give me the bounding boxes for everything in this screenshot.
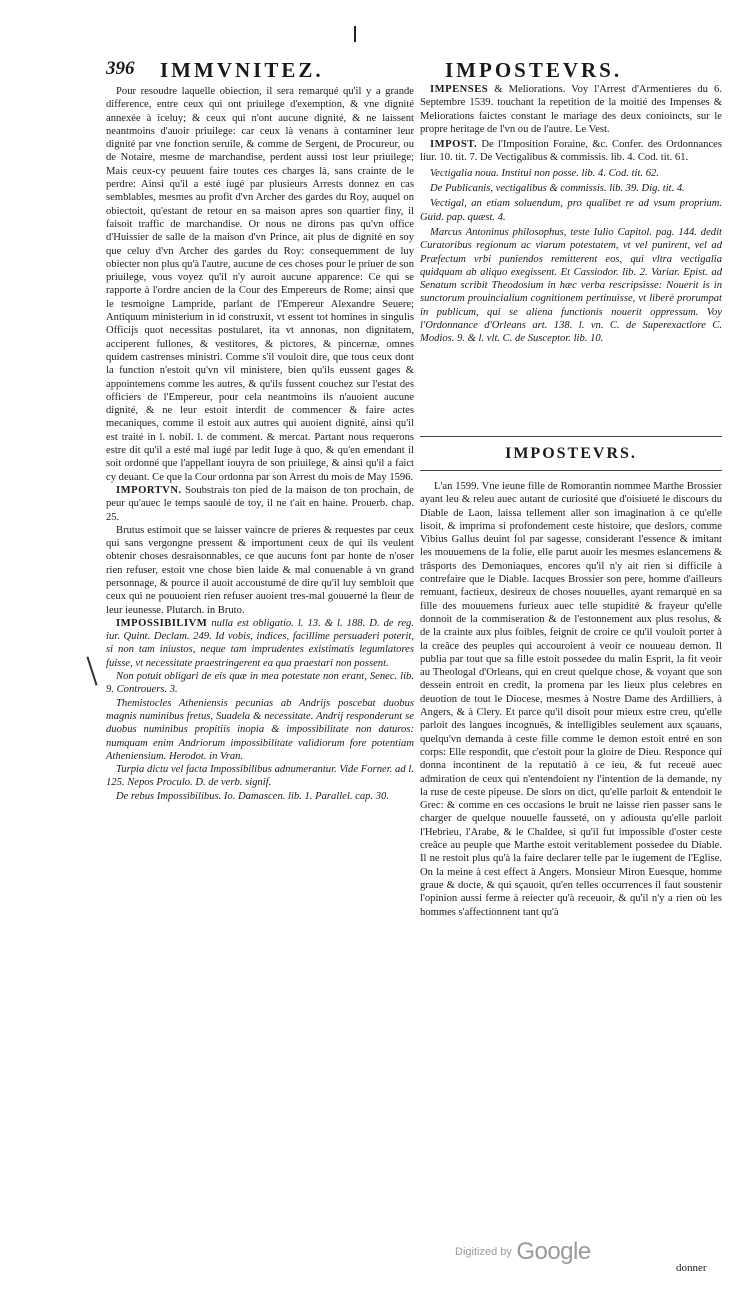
vectigal-soluendum: Vectigal, an etiam soluendum, pro qualibet re ad vsum proprium. Guid. pap. quæst. 4. [420,198,722,223]
left-running-title: IMMVNITEZ. [160,58,324,82]
importun-entry [106,484,414,524]
section-heading: IMPOSTEVRS. [505,445,637,462]
de-rebus-paragraph: De rebus Impossibilibus. Io. Damascen. lib. 1. Parallel. cap. 30. [116,790,389,802]
impost-label: IMPOST. [430,139,478,151]
brutus-paragraph: Brutus estimoit que se laisser vaincre de prieres & requestes par ceux qui sans vergongne pressent & importunent ceux de qui ils veulent obtenir choses desraisonnables, ce que aucuns font par honte de n'oser rien refuser, estoit vne chose bien laide & mal conuenable à vn grand personnage, & pource il auoit accoustumé de dire qu'il luy sembloit que ceux qui ne pouuoient rien refuser auoient tres-mal gouuerné la fleur de leur ieunesse. Plutarch. in Bruto. [106,524,414,616]
importun-text: Soubstrais ton pied de la maison de ton prochain, de peur qu'auec le temps saoulé de toy, il ne t'ait en haine. Prouerb. chap. 25. [106,484,414,523]
impenses-text: & Meliorations. Voy l'Arrest d'Armentieres du 6. Septembre 1539. touchant la repetition de la moitié des Impenses & Meliorations faictes constant le mariage des deux conioincts, sur le propre heritage de l'vn ou de l'autre. Le Vest. [420,84,722,135]
impost-entry [420,138,722,165]
impenses-label: IMPENSES [430,84,489,95]
imposteurs-paragraph: L'an 1599. Vne ieune fille de Romorantin nommee Marthe Brossier ayant leu & releu auec autant de curiosité que d'oisiueté le discours du Diable de Laon, laissa tellement aller son imagination à ce qu'elle lisoit, & imprima si profondement ceste histoire, que deslors, comme Vibius Gallus deuint fol par sagesse, considerant l'essence & imitant les mouuemens de la folie, elle parut auoir les mesmes eslancemens & trâsports des Demoniaques, encores qu'il n'y ait rien si difficile à contrefaire que le Diable. Iacques Brossier son pere, homme d'ailleurs remuant, factieux, desireux de choses nouuelles, ayant remarqué en sa fille des mouuemens furieux auec telle stupidité & frayeur qu'elle donnoit de la commiseration & de l'estonnement aux plus resolus, & de la crainte aux plus foibles, feignit de croire ce qu'il vouloit porter à la creâce des peuples qui accouroient à veoir ce nouueau demon. Il publia par tout que sa fille estoit possedee du malin Esprit, la fit veoir au Theologal d'Orleans, qui en creut quelque chose, & voyant que son dessein entroit en credit, la promena par les lieux plus celebres en deuotion de tout le Diocese, mesmes à Nostre Dame des Ardilliers, à Angers, & à Clery. Et parce qu'il disoit pour mieux estre creu, qu'elle parloit des langues incognuës, & intelligibles seulement aux sçauans, quelqu'vn demanda à ceste fille comme le demon estoit entré en son corps: Elle respondit, que c'estoit pour la gloire de Dieu. Responce qui donna incontinent de la reputatiô à ce ieu, & fut receuë auec admiration de ceux qui n'entendoient ny l'intention de la demande, ny la ruse de ceste pipeuse. De slors on dict, qu'elle parloit & entendoit le Grec: & comme en ces occasions le bruit ne laisse rien passer sans le charger de quelque nouuelle fausseté, on y adiousta qu'elle parloit l'Hebrieu, l'Arabe, & le Chaldee, si qu'il fut impossible d'oster ceste creâce au peuple que Marthe estoit veritablement possedee du Diable. Il ne restoit plus qu'à la faire declarer telle par le iugement de l'Eglise. On la meine à cest effect à Angers. Monsieur Miron Euesque, homme graue & docte, & qui sçauoit, qu'en telles occurrences il faut soustenir l'opinion aussi ferme à reiecter qu'à receuoir, & qu'il n'y a rien où les hommes s'affectionnent tant qu'à [420,481,722,918]
catchword: donner [676,1262,707,1274]
right-running-title: IMPOSTEVRS. [445,58,623,82]
impossibilium-text: nulla est obligatio. l. 13. & l. 188. D. de reg. iur. Quint. Declam. 249. Id vobis, indices, facillime persuaderi poterit, si non tam iniustos, neque tam imprudentes existimatis legumlatores fuisse, vt necessitate praestringerent ea qua praestari non possent. [106,617,414,669]
section-rule-bottom [420,470,722,471]
marcus-antoninus: Marcus Antoninus philosophus, teste Iulio Capitol. pag. 144. dedit Curatoribus regionum ac viarum potestatem, vt vel punirent, vel ad Præfectum vrbi puniendos remitterent eos, qui vltra vectigalia quidquam ab aliquo exegissent. Et Cassiodor. lib. 2. Variar. Epist. ad Senatum scribit Theodosium in hæc verba rescripsisse: Nouerit is in sunctorum prouincialium cognitionem pertinuisse, vt liberè prorumpat in publicum, qui se aliena functionis nouerit oppressum. Voy l'Ordonnance d'Orleans art. 138. l. vn. C. de Superexactlore C. Modios. 9. & l. vlt. C. de Susceptor. lib. 10. [420,226,722,345]
impossibilium-label: IMPOSSIBILIVM [116,617,208,629]
vectigalia-noua: Vectigalia noua. Institui non posse. lib. 4. Cod. tit. 62. [430,167,659,179]
themistocles-paragraph: Themistocles Atheniensis pecunias ab Andrijs poscebat duobus magnis numinibus fretus, Suadela & necessitate. Andrij responderunt se duobus numinibus propitiis inopia & impossibilitate non daturos: numquam enim Andriorum impossibilitate validiorum fore potentiam Atheniensium. Herodot. in Vran. [106,697,414,762]
non-potuit-paragraph: Non potuit obligari de eis quæ in mea potestate non erant, Senec. lib. 9. Controuers. 3. [106,671,414,696]
right-column-bottom [420,480,722,919]
digitized-watermark [455,1238,591,1266]
google-logo: Google [516,1238,591,1265]
impenses-entry [420,83,722,136]
impossibilium-entry [106,617,414,670]
de-publicanis: De Publicanis, vectigalibus & commissis. lib. 39. Dig. tit. 4. [430,183,685,195]
turpia-paragraph: Turpia dictu vel facta Impossibilibus adnumerantur. Vide Forner. ad l. 125. Nepos Proculo. D. de verb. signif. [106,764,414,789]
digitized-by-text: Digitized by [455,1246,512,1258]
section-rule-top [420,436,722,437]
impost-text: De l'Imposition Foraine, &c. Confer. des Ordonnances liur. 10. tit. 7. De Vectigalibus & commissis. lib. 4. Cod. tit. 61. [420,139,722,164]
importun-label: IMPORTVN. [116,484,182,496]
margin-mark [86,656,97,685]
page-number: 396 [106,58,135,79]
left-main-paragraph: Pour resoudre laquelle obiection, il sera remarqué qu'il y a grande difference, entre ceux qui ont priuilege d'exemption, & vne dignité annexée à iceluy; & ceux qui n'ont aucune dignité, & ne laissent neantmoins d'auoir priuilege: car ceux là venans à contaminer leur dignité par vne fonction seruile, & comme de Sergent, de Procureur, ou de Notaire, mesme de marchandise, perdent aussi tost leur priuilege; Mais ceux-cy peuuent faire toutes ces charges là, sans crainte de le perdre: Ainsi qu'il a esté iugé par plusieurs Arrests donnez en cas semblables, mesmes au profit d'vn Archer des gardes du Roy, auquel on obiectoit, qu'estant de retour en sa maison apres son quartier finy, il faisoit traffic de marchandise. Or nous ne dirons pas qu'vn office d'Huissier de salle de la maison d'vn Prince, ait plus de dignité en soy que celuy d'vn Archer des gardes du Roy: consequemment de luy obiecter non plus qu'à l'autre, aucune de ces choses pour le priuer de son priuilege, vous voyez qu'il n'y auroit aucune apparence: Ce qui se rapporte à l'ordre ancien de la Cour des Empereurs de Rome; ainsi que le tesmoigne Lampride, parlant de l'Empereur Alexandre Seuere; Antiquum ministerium in id construxit, vt essent tot homines in singulis Officijs quot necessitas postularet, ita vt annonas, non dignitatem, acciperent fullones, & vestitores, & pictores, & pincernæ, omnes quidem castrenses ministri. Comme s'il vouloit dire, que tous ceux dont la function n'estoit qu'vn vil ministere, bien qu'ils eussent gages & appointemens comme les autres, & qu'ils fussent couchez sur l'estat des officiers de l'Empereur, pour cela neantmoins ils n'auoient aucune dignité, & ne leur estoit interdit de commencer & faire actes mecaniques, comme il estoit aux autres qui auoient dignité, ainsi qu'il est traité in l. nobil. l. de comment. & mercat. Partant nous requerons estre dit qu'il a esté mal iugé par ledit Iuge à quo, & qu'en emendant il soit ordonné que l'appellant iouyra de son priuilege, & ainsi qu'il a faict cy deuant. Ce que la Cour ordonna par son Arrest du mois de May 1596. [106,86,414,483]
left-column [106,85,414,803]
right-column-top [420,83,722,348]
printer-mark [354,26,356,42]
